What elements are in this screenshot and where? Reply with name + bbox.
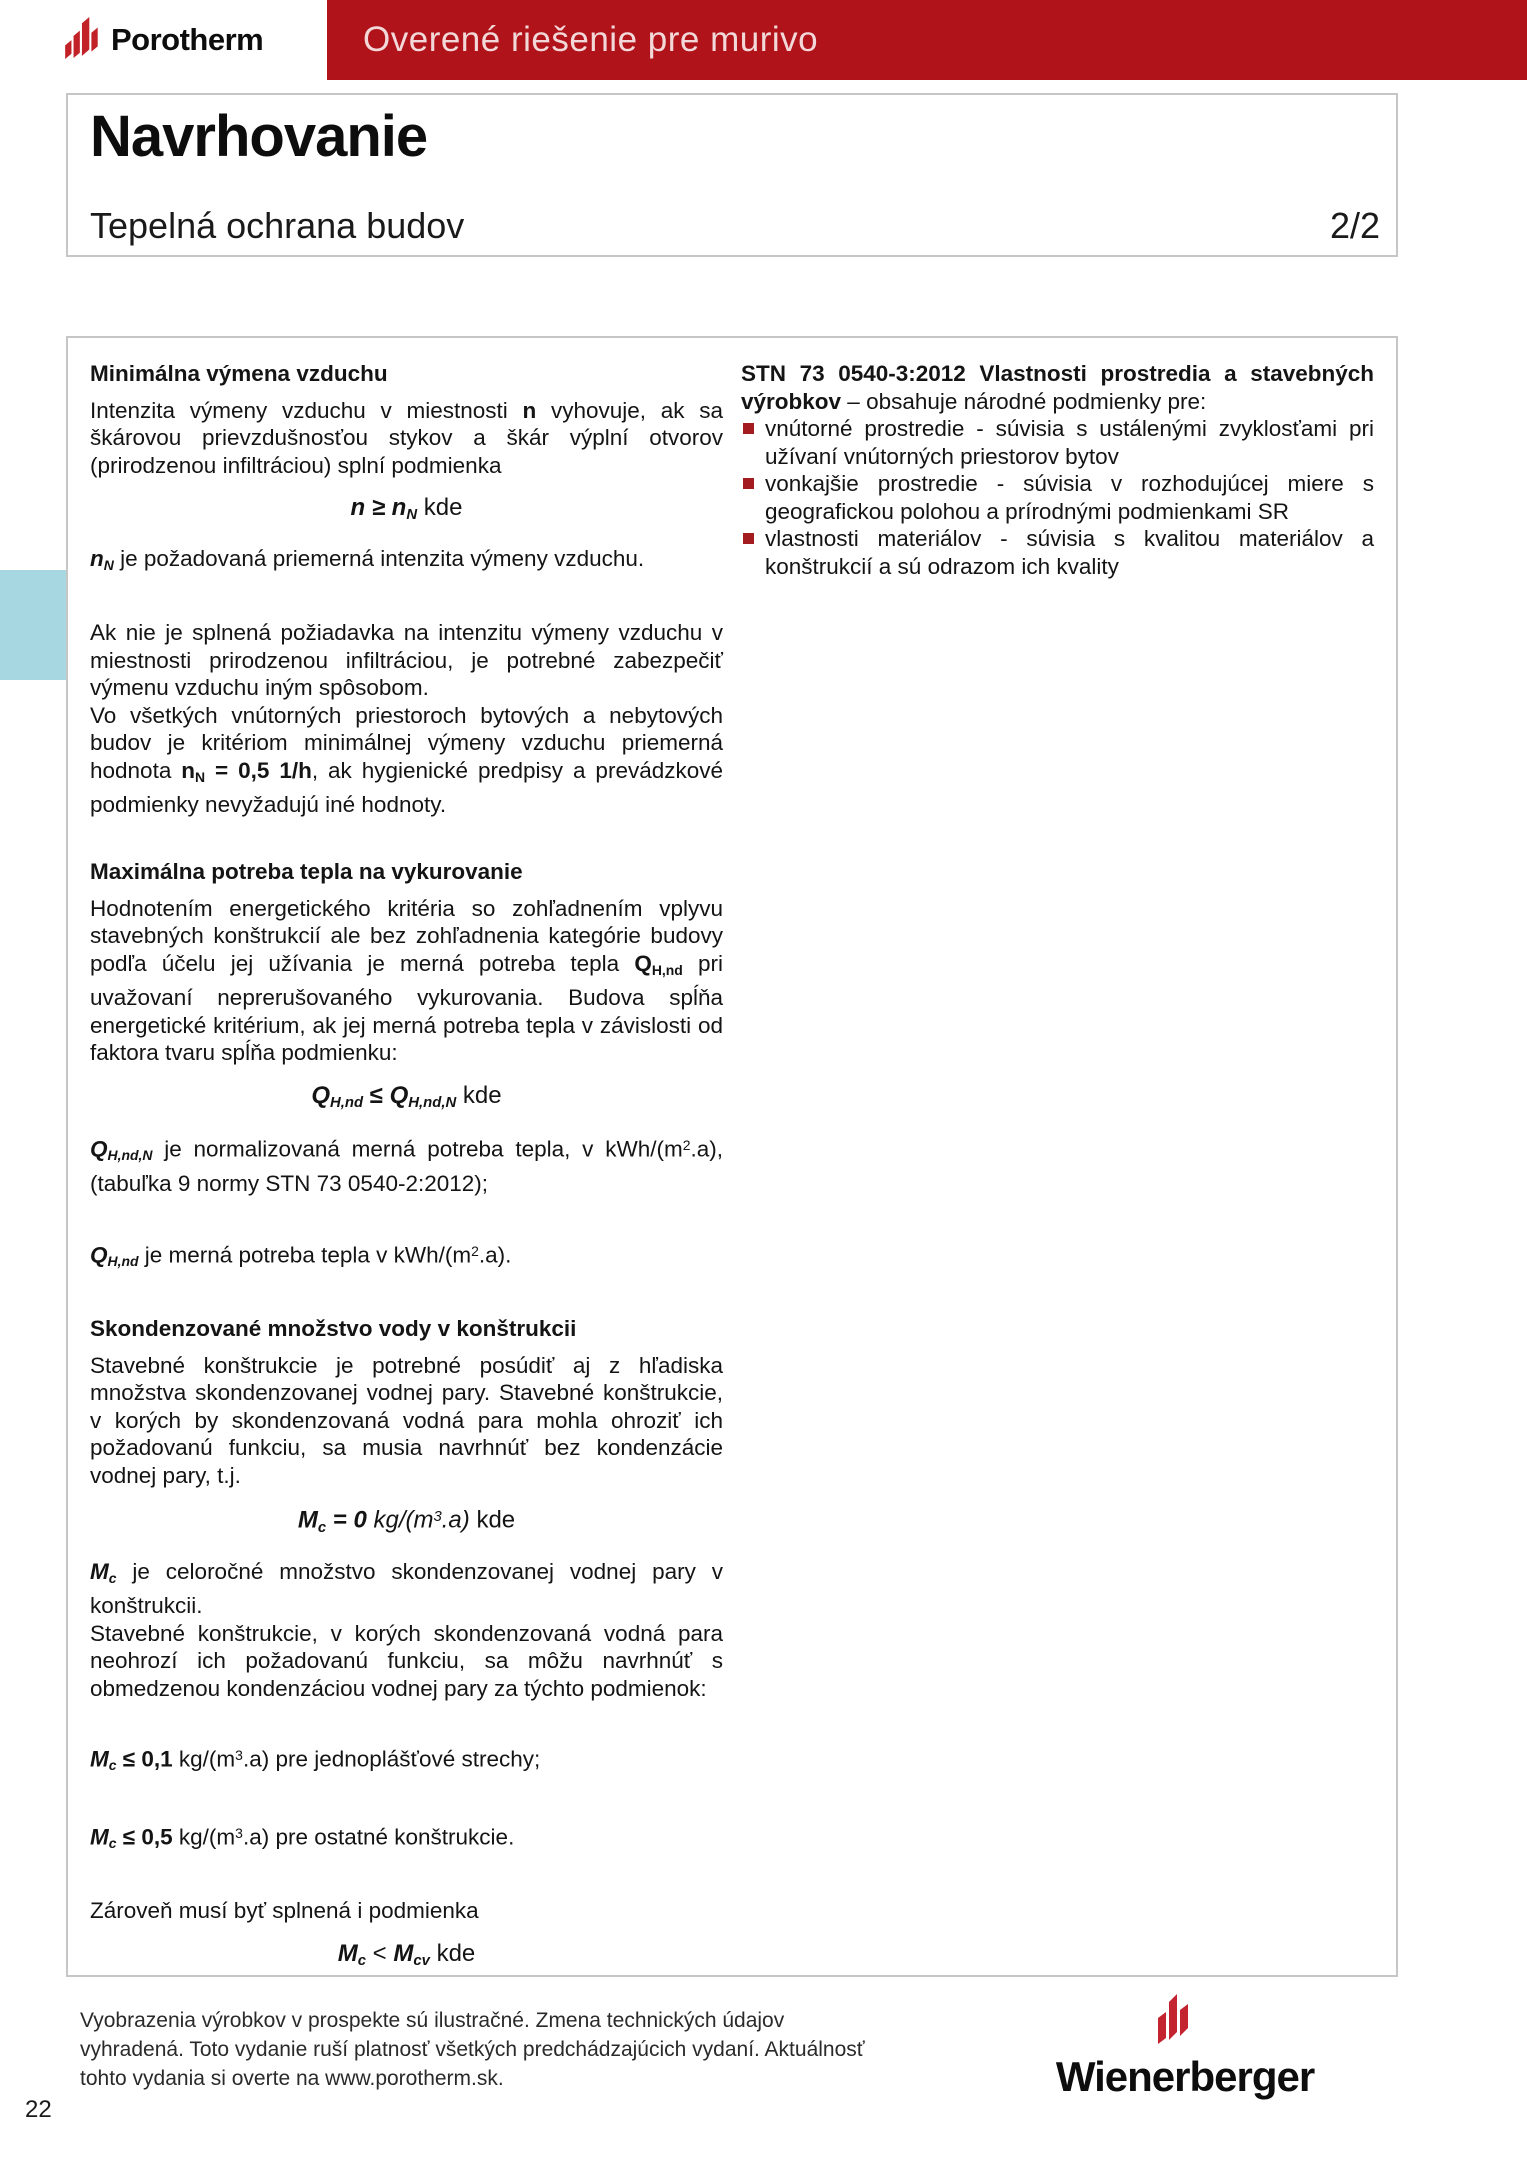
text-run: kde — [417, 494, 463, 521]
text-block — [90, 1820, 723, 1858]
text-block — [90, 1504, 723, 1542]
text-run: c — [108, 1757, 117, 1774]
text-run: je merná potreba tepla v kWh/(m — [138, 1241, 472, 1267]
text-run: 3 — [235, 1824, 243, 1841]
text-run: Q — [634, 950, 652, 976]
text-block — [90, 1940, 723, 1976]
text-run: N — [103, 556, 114, 573]
text-run: ≤ 0,1 — [116, 1746, 173, 1772]
porotherm-logo — [64, 16, 263, 64]
bullet-item — [741, 470, 1374, 525]
text-run: ≤ 0,5 — [116, 1823, 173, 1849]
bullet-text: vonkajšie prostredie - súvisia v rozhodujúcej miere s geografickou polohou a prírodnými podmienkami SR — [765, 471, 1374, 524]
text-block — [90, 1238, 723, 1276]
text-run: 2 — [471, 1242, 479, 1259]
title-box — [66, 93, 1398, 257]
text-run: c — [108, 1834, 117, 1851]
text-block — [741, 360, 1374, 415]
bullet-square-icon — [743, 478, 754, 489]
text-run: kde — [469, 1506, 516, 1534]
bullet-item — [741, 415, 1374, 470]
text-run: pri uvažovaní neprerušovaného vykurovania. Budova spĺňa energetické kritérium, ak jej merná potreba tepla v závislosti od faktora tvaru spĺňa podmienku: — [90, 950, 723, 1066]
text-run: Hodnotením energetického kritéria so zohľadnením vplyvu stavebných konštrukcií ale bez zohľadnenia kategórie budovy podľa účelu jej užívania je merná potreba tepla — [90, 895, 723, 976]
text-block — [90, 702, 723, 819]
bullet-text: vnútorné prostredie - súvisia s ustálenými zvyklosťami pri užívaní vnútorných priestorov bytov — [765, 416, 1374, 469]
text-run: n ≥ n — [350, 494, 407, 521]
text-run: H,nd — [107, 1252, 139, 1269]
text-block — [90, 895, 723, 1067]
header-banner — [327, 0, 1527, 80]
text-block — [90, 360, 723, 388]
text-run: c — [317, 1520, 327, 1537]
text-run: .a), (tabuľka 9 normy STN 73 0540-2:2012); — [90, 1136, 723, 1197]
text-run: 3 — [433, 1509, 442, 1526]
content-box — [66, 336, 1398, 1977]
bullet-text: vlastnosti materiálov - súvisia s kvalitou materiálov a konštrukcií a sú odrazom ich kvality — [765, 526, 1374, 579]
text-run: H,nd,N — [408, 1094, 457, 1111]
text-run: vyhovuje, ak sa škárovou prievzdušnosťou stykov a škár výplní otvorov (prirodzenou infiltráciou) splní podmienka — [90, 397, 724, 478]
banner-label: Overené riešenie pre murivo — [363, 20, 819, 59]
text-run: H,nd,N — [107, 1147, 153, 1164]
text-run: 2 — [682, 1137, 691, 1154]
text-run: STN 73 0540-3:2012 Vlastnosti prostredia a stavebných výrobkov — [741, 361, 1374, 414]
text-run: 3 — [235, 1747, 243, 1764]
text-run: n — [522, 397, 537, 423]
text-run: , ak hygienické predpisy a prevádzkové podmienky nevyžadujú iné hodnoty. — [90, 757, 724, 817]
section-edge-tab — [0, 570, 66, 680]
text-run: M — [337, 1939, 358, 1967]
text-run: kg/(m — [373, 1506, 434, 1534]
text-run: kg/(m — [172, 1823, 236, 1849]
text-block — [90, 1897, 723, 1925]
right-column — [741, 356, 1374, 1957]
wienerberger-logo — [1030, 1994, 1340, 2101]
text-run: Vo všetkých vnútorných priestoroch bytových a nebytových budov je kritériom minimálnej výmeny vzduchu priemerná hodnota — [90, 702, 723, 783]
subtitle-row — [90, 205, 1380, 247]
text-block — [90, 858, 723, 886]
text-run: kde — [456, 1081, 502, 1109]
text-run: < — [366, 1939, 394, 1967]
footer-disclaimer: Vyobrazenia výrobkov v prospekte sú ilustračné. Zmena technických údajov vyhradená. Toto vydanie ruší platnosť všetkých predchádzajúcich vydaní. Aktuálnosť tohto vydania si overte na www.porotherm.sk. — [80, 2009, 865, 2090]
text-run: Intenzita výmeny vzduchu v miestnosti — [90, 397, 523, 423]
text-run: Q — [311, 1081, 331, 1109]
text-run: Q — [90, 1136, 108, 1162]
text-run: Maximálna potreba tepla na vykurovanie — [90, 859, 523, 885]
bullet-square-icon — [743, 423, 754, 434]
text-run: = 0 — [326, 1506, 374, 1534]
page-subtitle: Tepelná ochrana budov — [90, 205, 465, 246]
text-run: Zároveň musí byť splnená i podmienka — [90, 1898, 479, 1924]
text-run: M — [393, 1939, 414, 1967]
text-run: n — [181, 757, 196, 783]
text-run: – obsahuje národné podmienky pre: — [841, 388, 1207, 414]
text-run: n — [90, 545, 104, 571]
conditions-bullet-list — [741, 415, 1374, 580]
text-run: N — [406, 507, 418, 524]
porotherm-bricks-icon — [64, 17, 102, 64]
text-run: = 0,5 1/h — [205, 757, 312, 783]
text-block — [90, 619, 723, 702]
text-run: .a) — [441, 1506, 470, 1534]
text-run: je normalizovaná merná potreba tepla, v kWh/(m — [152, 1136, 683, 1162]
text-run: M — [90, 1558, 109, 1584]
left-column — [90, 356, 724, 1969]
text-block — [90, 1082, 723, 1118]
text-block — [90, 494, 723, 530]
text-run: Stavebné konštrukcie je potrebné posúdiť aj z hľadiska množstva skondenzovanej vodnej pary. Stavebné konštrukcie, v korých by skondenzovaná vodná para mohla ohroziť ich požadovanú funkciu, sa musia navrhnúť bez kondenzácie vodnej pary, t.j. — [90, 1352, 723, 1488]
bullet-square-icon — [743, 533, 754, 544]
text-run: Stavebné konštrukcie, v korých skondenzovaná vodná para neohrozí ich požadovanú funkciu, sa môžu navrhnúť s obmedzenou kondenzáciou vodnej pary za týchto podmienok: — [90, 1620, 723, 1701]
text-run: ≤ — [363, 1081, 390, 1109]
text-block — [90, 1315, 723, 1343]
text-run: H,nd — [330, 1094, 364, 1111]
text-run: .a) pre ostatné konštrukcie. — [242, 1823, 515, 1849]
text-run: Q — [90, 1241, 108, 1267]
porotherm-wordmark: Porotherm — [111, 22, 264, 57]
text-run: cv — [413, 1953, 430, 1969]
text-run: Skondenzované množstvo vody v konštrukcii — [90, 1316, 577, 1342]
text-run: N — [195, 768, 206, 785]
page-title: Navrhovanie — [90, 104, 428, 169]
text-run: Ak nie je splnená požiadavka na intenzitu výmeny vzduchu v miestnosti prirodzenou infiltráciou, je potrebné zabezpečiť výmenu vzduchu iným spôsobom. — [90, 620, 723, 701]
text-run: je požadovaná priemerná intenzita výmeny vzduchu. — [113, 545, 645, 571]
text-block — [90, 1352, 723, 1490]
text-run: .a). — [478, 1241, 512, 1267]
text-run: M — [297, 1506, 318, 1534]
sheet-page-indicator: 2/2 — [1329, 205, 1380, 246]
text-block — [90, 1620, 723, 1703]
text-run: M — [90, 1746, 109, 1772]
text-run: Minimálna výmena vzduchu — [90, 361, 388, 386]
text-run: je celoročné množstvo skondenzovanej vodnej pary v konštrukcii. — [90, 1558, 723, 1619]
page-number: 22 — [25, 2096, 52, 2123]
wienerberger-bricks-icon — [1150, 1994, 1196, 2049]
text-run: kg/(m — [172, 1746, 236, 1772]
text-block — [90, 1132, 723, 1197]
text-block — [90, 1558, 723, 1620]
text-block — [90, 545, 723, 579]
text-run: c — [357, 1953, 366, 1969]
text-run: c — [108, 1569, 117, 1586]
text-run: .a) pre jednoplášťové strechy; — [242, 1746, 541, 1772]
bullet-item — [741, 525, 1374, 580]
wienerberger-wordmark: Wienerberger — [1055, 2053, 1315, 2100]
text-run: kde — [429, 1939, 476, 1967]
text-run: M — [90, 1823, 109, 1849]
text-block — [90, 1742, 723, 1780]
text-run: H,nd — [651, 961, 683, 978]
text-block — [90, 397, 723, 480]
text-run: Q — [389, 1081, 409, 1109]
